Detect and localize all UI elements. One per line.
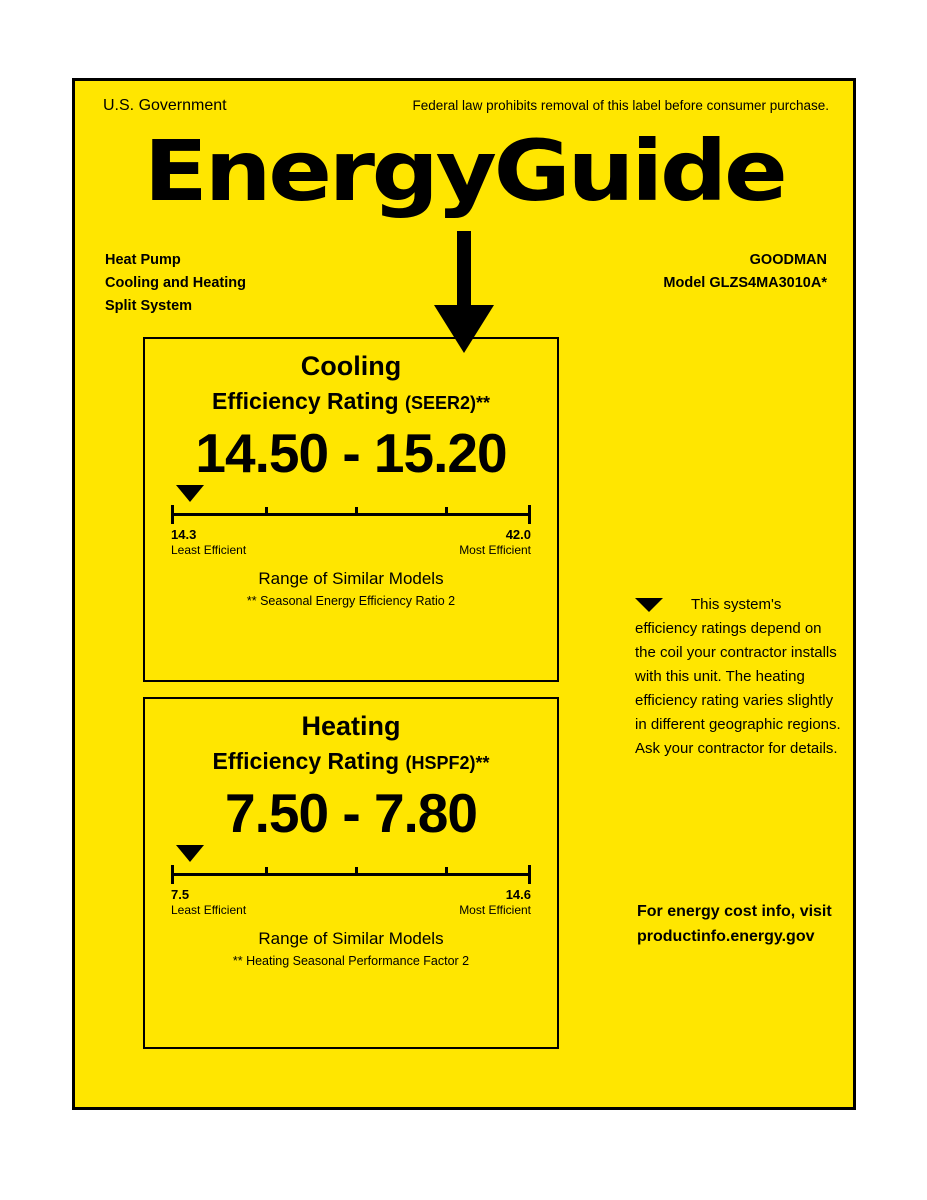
product-type-line-2: Cooling and Heating [105, 275, 246, 291]
heating-footnote: ** Heating Seasonal Performance Factor 2 [232, 954, 470, 968]
product-brand-block [663, 249, 827, 295]
brand-name: GOODMAN [749, 252, 827, 268]
energy-cost-info-text: For energy cost info, visit [637, 903, 832, 920]
note-line-6: in different geographic regions. [635, 716, 841, 733]
heating-most-efficient-label: Most Efficient [459, 903, 531, 917]
system-note-block [635, 593, 851, 761]
heating-scale-marker [176, 845, 204, 862]
energyguide-wordmark-text: EnergyGuide [143, 122, 785, 220]
cooling-least-efficient-label: Least Efficient [171, 543, 247, 557]
heating-scale-max: 14.6 [505, 887, 531, 902]
product-type-line-1: Heat Pump [105, 252, 181, 268]
heating-scale [171, 845, 531, 919]
energy-cost-info-url[interactable]: productinfo.energy.gov [637, 928, 815, 945]
federal-law-notice: Federal law prohibits removal of this label before consumer purchase. [412, 98, 829, 113]
note-line-2: efficiency ratings depend on [635, 620, 822, 637]
heating-scale-min: 7.5 [171, 887, 190, 902]
us-government-text: U.S. Government [103, 97, 227, 114]
heating-scale-cap-left [171, 865, 174, 884]
energyguide-label [72, 78, 856, 1110]
heating-least-efficient-label: Least Efficient [171, 903, 247, 917]
heating-metric: (HSPF2)** [405, 753, 490, 773]
cooling-range-text: Range of Similar Models [258, 569, 444, 588]
label-top-row [103, 97, 829, 115]
cooling-scale-line [171, 513, 531, 516]
cooling-scale-tick [445, 507, 448, 516]
cooling-value: 14.50 - 15.20 [195, 422, 507, 484]
cooling-scale-cap-left [171, 505, 174, 524]
heating-scale-cap-right [528, 865, 531, 884]
cooling-footnote: ** Seasonal Energy Efficiency Ratio 2 [246, 594, 456, 608]
heating-scale-tick [355, 867, 358, 876]
note-line-5: efficiency rating varies slightly [635, 692, 834, 709]
heating-scale-line [171, 873, 531, 876]
model-number: Model GLZS4MA3010A* [663, 275, 827, 291]
heating-scale-tick [265, 867, 268, 876]
note-line-3: the coil your contractor installs [635, 644, 837, 661]
heating-value: 7.50 - 7.80 [225, 782, 477, 844]
cooling-scale-max: 42.0 [505, 527, 531, 542]
cooling-rating-box [143, 337, 559, 682]
note-line-7: Ask your contractor for details. [635, 740, 838, 757]
cooling-scale-min: 14.3 [171, 527, 197, 542]
note-line-1-wrap [635, 593, 851, 617]
cooling-metric: (SEER2)** [404, 393, 491, 413]
marker-arrow-icon [635, 598, 663, 612]
cooling-scale [171, 485, 531, 559]
note-line-1: This system's [691, 596, 782, 613]
cooling-title: Cooling [300, 351, 402, 381]
heating-title: Heating [301, 711, 401, 741]
cooling-scale-marker [176, 485, 204, 502]
cooling-most-efficient-label: Most Efficient [459, 543, 531, 557]
energyguide-wordmark [75, 123, 853, 233]
heating-subtitle [145, 748, 557, 775]
cooling-scale-tick [355, 507, 358, 516]
heating-scale-tick [445, 867, 448, 876]
energy-cost-info-block [637, 899, 857, 949]
cooling-scale-cap-right [528, 505, 531, 524]
product-type-block [105, 249, 246, 318]
heating-subtitle-text: Efficiency Rating [212, 748, 400, 774]
cooling-subtitle-text: Efficiency Rating [211, 388, 399, 414]
note-line-4: with this unit. The heating [635, 668, 805, 685]
product-type-line-3: Split System [105, 298, 193, 314]
cooling-subtitle [145, 388, 557, 415]
cooling-scale-tick [265, 507, 268, 516]
heating-range-text: Range of Similar Models [258, 929, 444, 948]
heating-rating-box [143, 697, 559, 1049]
